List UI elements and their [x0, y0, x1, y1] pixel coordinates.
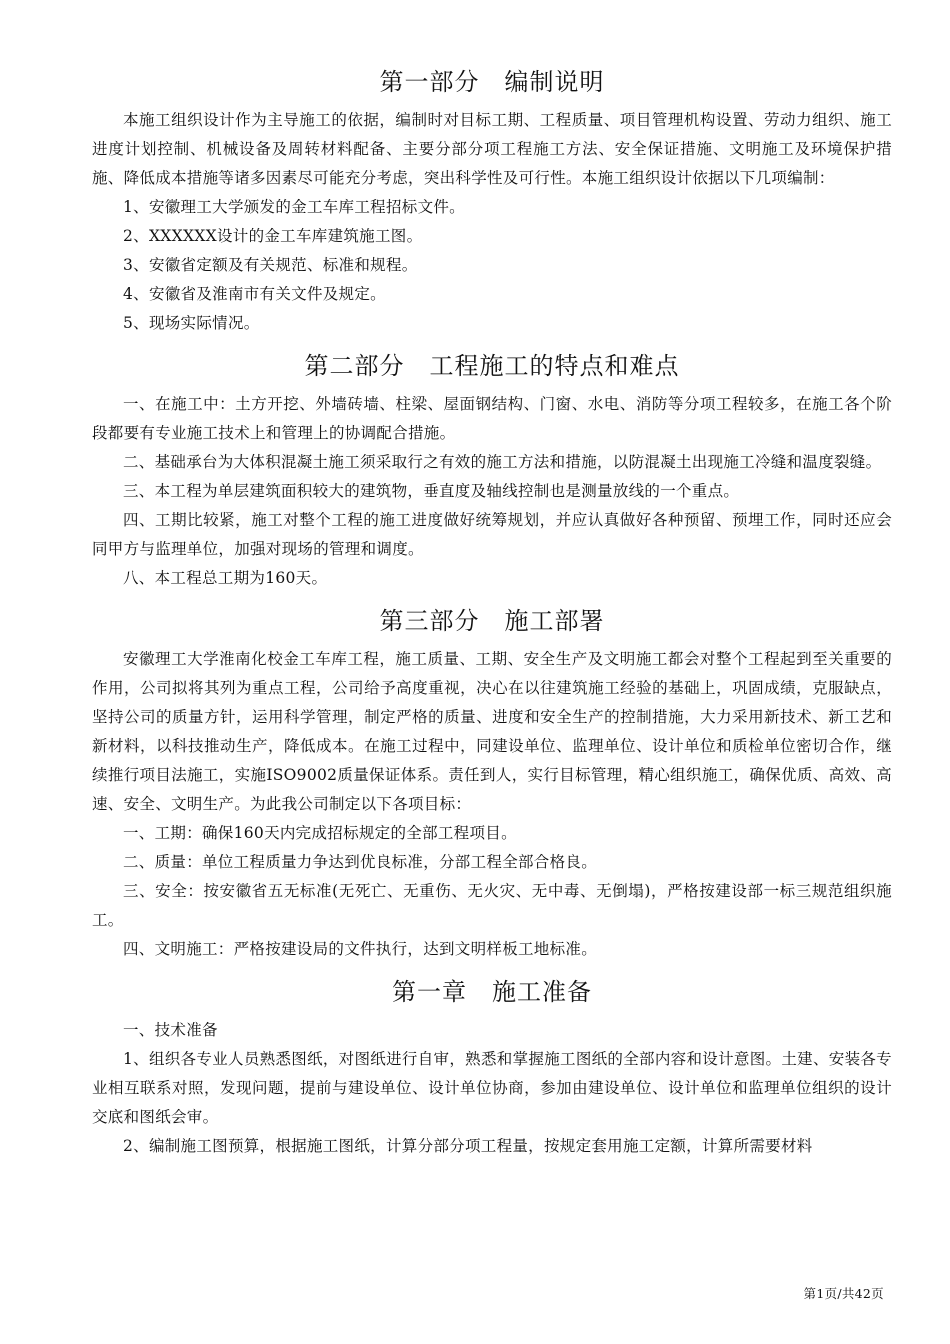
paragraph: 四、工期比较紧，施工对整个工程的施工进度做好统筹规划，并应认真做好各种预留、预埋工作，同时还应会同甲方与监理单位，加强对现场的管理和调度。 — [92, 511, 892, 558]
paragraph: 三、安全：按安徽省五无标准(无死亡、无重伤、无火灾、无中毒、无倒塌)，严格按建设部一标三规范组织施工。 — [92, 882, 892, 929]
list-item: 3、安徽省定额及有关规范、标准和规程。 — [123, 256, 418, 274]
page-number: 第1页/共42页 — [803, 1286, 884, 1301]
paragraph: 一、在施工中：土方开挖、外墙砖墙、柱梁、屋面钢结构、门窗、水电、消防等分项工程较多，在施工各个阶段都要有专业施工技术上和管理上的协调配合措施。 — [92, 395, 892, 442]
paragraph: 二、基础承台为大体积混凝土施工须采取行之有效的施工方法和措施，以防混凝土出现施工冷缝和温度裂缝。 — [123, 453, 882, 471]
section-title: 第三部分 施工部署 — [379, 607, 605, 635]
section-construction-preparation — [92, 972, 892, 1161]
section-title: 第一部分 编制说明 — [379, 68, 605, 96]
paragraph: 四、文明施工：严格按建设局的文件执行，达到文明样板工地标准。 — [123, 940, 598, 958]
chapter-title: 第一章 施工准备 — [392, 978, 592, 1006]
list-item: 5、现场实际情况。 — [123, 314, 260, 332]
paragraph: 一、技术准备 — [123, 1021, 218, 1039]
section-features-difficulties — [92, 346, 892, 593]
list-item: 4、安徽省及淮南市有关文件及规定。 — [123, 285, 386, 303]
paragraph: 2、编制施工图预算，根据施工图纸，计算分部分项工程量，按规定套用施工定额，计算所需要材料 — [123, 1137, 813, 1155]
paragraph: 一、工期：确保160天内完成招标规定的全部工程项目。 — [123, 824, 517, 842]
document-page — [92, 58, 892, 1161]
paragraph: 二、质量：单位工程质量力争达到优良标准，分部工程全部合格良。 — [123, 853, 598, 871]
section-title: 第二部分 工程施工的特点和难点 — [304, 352, 680, 380]
paragraph: 安徽理工大学淮南化校金工车库工程，施工质量、工期、安全生产及文明施工都会对整个工程起到至关重要的作用，公司拟将其列为重点工程，公司给予高度重视，决心在以往建筑施工经验的基础上，巩固成绩，克服缺点，坚持公司的质量方针，运用科学管理，制定严格的质量、进度和安全生产的控制措施，大力采用新技术、新工艺和新材料，以科技推动生产，降低成本。在施工过程中，同建设单位、监理单位、设计单位和质检单位密切合作，继续推行项目法施工，实施ISO9002质量保证体系。责任到人，实行目标管理，精心组织施工，确保优质、高效、高速、安全、文明生产。为此我公司制定以下各项目标： — [92, 650, 892, 813]
paragraph: 三、本工程为单层建筑面积较大的建筑物，垂直度及轴线控制也是测量放线的一个重点。 — [123, 482, 740, 500]
paragraph: 本施工组织设计作为主导施工的依据，编制时对目标工期、工程质量、项目管理机构设置、劳动力组织、施工进度计划控制、机械设备及周转材料配备、主要分部分项工程施工方法、安全保证措施、文明施工及环境保护措施、降低成本措施等诸多因素尽可能充分考虑，突出科学性及可行性。本施工组织设计依据以下几项编制： — [92, 111, 892, 187]
paragraph: 八、本工程总工期为160天。 — [123, 569, 328, 587]
list-item: 2、XXXXXX设计的金工车库建筑施工图。 — [123, 227, 423, 245]
list-item: 1、安徽理工大学颁发的金工车库工程招标文件。 — [123, 198, 465, 216]
paragraph: 1、组织各专业人员熟悉图纸，对图纸进行自审，熟悉和掌握施工图纸的全部内容和设计意图。土建、安装各专业相互联系对照，发现问题，提前与建设单位、设计单位协商，参加由建设单位、设计单位和监理单位组织的设计交底和图纸会审。 — [92, 1050, 892, 1126]
section-compilation-notes — [92, 62, 892, 338]
section-construction-deployment — [92, 601, 892, 964]
